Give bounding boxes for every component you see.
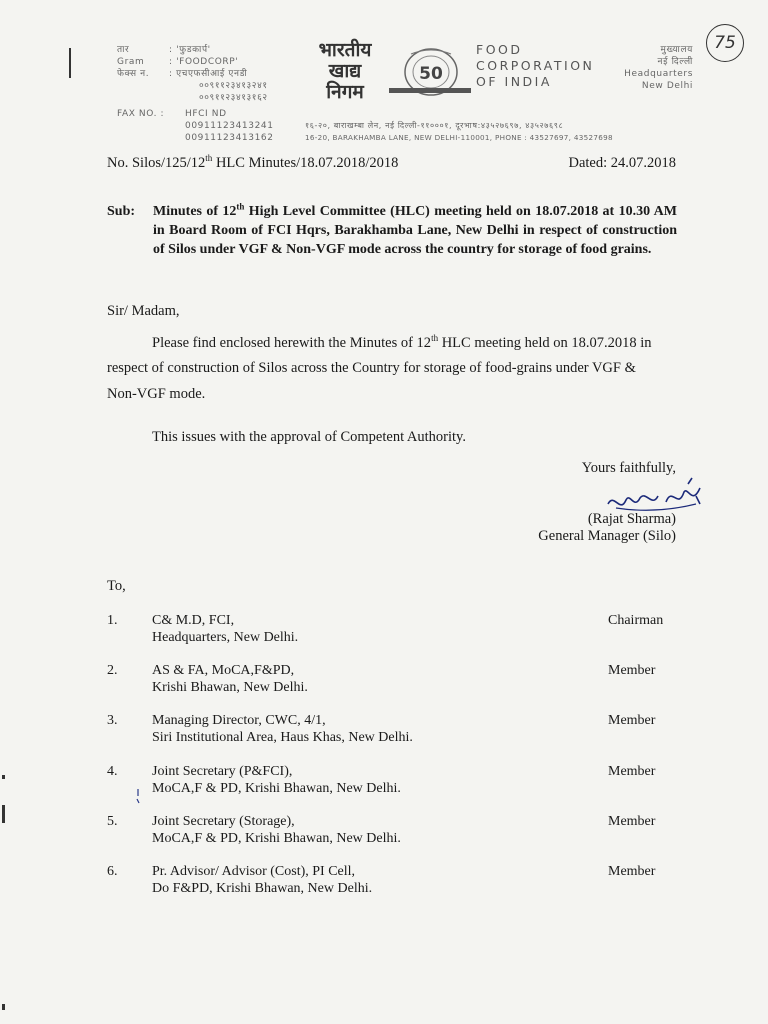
- fci-logo: [383, 44, 475, 100]
- to-label: To,: [107, 578, 126, 594]
- fax-line-3: 00911123413162: [185, 133, 274, 143]
- body-paragraph-1-line-1: Please find enclosed herewith the Minutes of 12th HLC meeting held on 18.07.2018 in: [152, 333, 652, 351]
- signatory-name: (Rajat Sharma): [587, 511, 676, 527]
- salutation: Sir/ Madam,: [107, 303, 180, 319]
- fax-line-1: HFCI ND: [185, 109, 227, 119]
- page-number-stamp: 75: [706, 24, 744, 62]
- telegram-row-english: Gram : 'FOODCORP': [117, 57, 239, 67]
- signatory-designation: General Manager (Silo): [538, 528, 676, 544]
- reference-date: Dated: 24.07.2018: [568, 155, 676, 171]
- margin-mark-left-3: [2, 1004, 5, 1010]
- ink-tick-mark: [136, 788, 140, 804]
- org-name-english: FOOD CORPORATION OF INDIA: [476, 42, 595, 89]
- subject-text: Minutes of 12th High Level Committee (HLC) meeting held on 18.07.2018 at 10.30 AM in Board Room of FCI Hqrs, Barakhamba Lane, New Delhi in respect of construction of Silos under VGF & Non-VGF mode across the country for storage of food grains.: [153, 201, 678, 257]
- body-paragraph-1-line-2: respect of construction of Silos across the Country for storage of food-grains under VGF &: [107, 360, 636, 376]
- telegram-block: [117, 44, 297, 104]
- body-paragraph-2: This issues with the approval of Competent Authority.: [152, 429, 466, 445]
- telegram-row-hindi: तार : 'फुडकार्प': [117, 45, 211, 55]
- hq-block: मुख्यालय नई दिल्ली Headquarters New Delhi: [624, 45, 693, 91]
- logo-anniversary-number: 50: [419, 64, 443, 84]
- fax-block: [117, 108, 307, 144]
- fax-label: FAX NO. :: [117, 109, 165, 119]
- fax-number-hindi-2: ००९११२३४१३१६२: [199, 93, 268, 103]
- margin-mark-top: [69, 48, 71, 78]
- letterhead: [0, 0, 768, 150]
- reference-number: No. Silos/125/12th HLC Minutes/18.07.2018/2018: [107, 153, 399, 171]
- fax-number-hindi-1: ००९११२३४१३२४१: [199, 81, 268, 91]
- address-english: 16-20, BARAKHAMBA LANE, NEW DELHI-110001, PHONE : 43527697, 43527698: [305, 133, 613, 142]
- fax-line-2: 00911123413241: [185, 121, 274, 131]
- subject-label: Sub:: [107, 204, 136, 219]
- closing: Yours faithfully,: [581, 460, 676, 476]
- org-name-hindi: भारतीय खाद्य निगम: [318, 39, 372, 103]
- margin-mark-left-1: [2, 775, 5, 779]
- fax-row-hindi: फेक्स न. : एचएफसीआई एनडी: [117, 69, 248, 79]
- address-hindi: १६-२०, बाराखम्बा लेन, नई दिल्ली-११०००१, दूरभाष:४३५२७६९७, ४३५२७६९८: [305, 121, 564, 130]
- body-paragraph-1-line-3: Non-VGF mode.: [107, 386, 206, 402]
- margin-mark-left-2: [2, 805, 5, 823]
